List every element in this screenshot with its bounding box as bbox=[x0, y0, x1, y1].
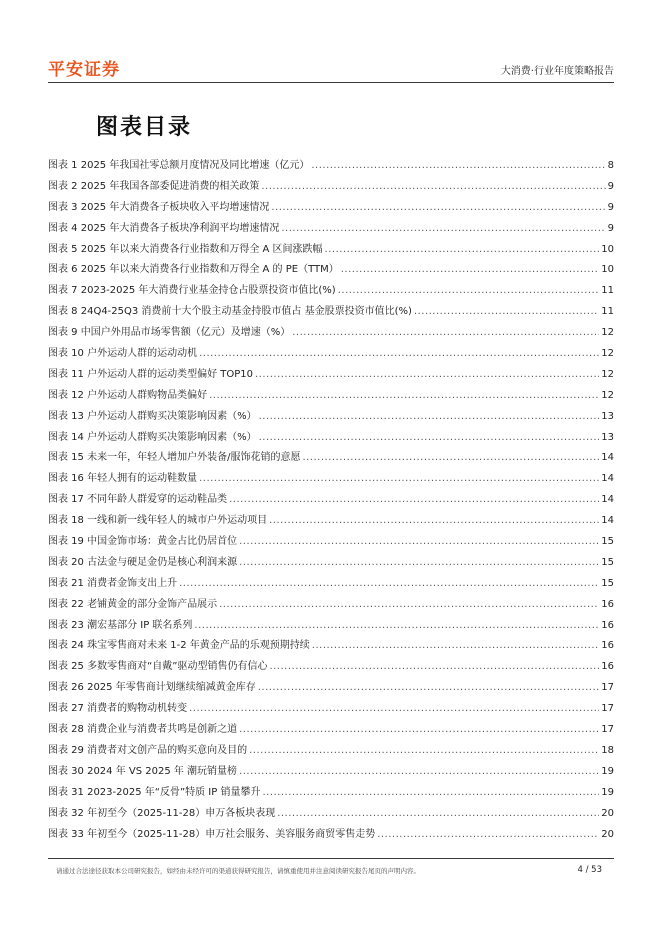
toc-leader-dots bbox=[302, 452, 599, 464]
toc-entry[interactable] bbox=[48, 745, 614, 766]
page-number: 4 / 53 bbox=[577, 865, 602, 875]
page-title: 图表目录 bbox=[96, 115, 193, 140]
toc-leader-dots bbox=[239, 724, 599, 736]
toc-entry-page: 15 bbox=[601, 577, 614, 589]
toc-entry-page: 16 bbox=[601, 640, 614, 652]
toc-entry-page: 12 bbox=[601, 389, 614, 401]
toc-leader-dots bbox=[258, 682, 600, 694]
toc-entry[interactable] bbox=[48, 682, 614, 703]
toc-entry-page: 10 bbox=[601, 243, 614, 255]
toc-entry-label: 图表 21 消费者金饰支出上升 bbox=[48, 577, 178, 589]
toc-leader-dots bbox=[414, 306, 599, 318]
toc-entry[interactable] bbox=[48, 432, 614, 453]
toc-entry[interactable] bbox=[48, 181, 614, 202]
toc-entry-page: 15 bbox=[601, 556, 614, 568]
toc-entry-label: 图表 1 2025 年我国社零总额月度情况及同比增速（亿元） bbox=[48, 160, 310, 171]
toc-entry-label: 图表 13 户外运动人群购买决策影响因素（%） bbox=[48, 410, 257, 422]
page-header bbox=[48, 52, 614, 82]
toc-entry-label: 图表 31 2023-2025 年“反骨”特质 IP 销量攀升 bbox=[48, 786, 261, 798]
toc-entry-page: 14 bbox=[601, 515, 614, 527]
toc-leader-dots bbox=[261, 181, 605, 193]
toc-entry-label: 图表 25 多数零售商对“自戴”驱动型销售仍有信心 bbox=[48, 661, 268, 673]
toc-entry[interactable] bbox=[48, 599, 614, 620]
toc-entry-label: 图表 32 年初至今（2025-11-28）申万各板块表现 bbox=[48, 807, 276, 819]
toc-entry-label: 图表 9 中国户外用品市场零售额（亿元）及增速（%） bbox=[48, 327, 291, 339]
toc-leader-dots bbox=[338, 285, 600, 297]
toc-entry[interactable] bbox=[48, 766, 614, 787]
toc-leader-dots bbox=[269, 661, 599, 673]
toc-leader-dots bbox=[239, 766, 599, 778]
toc-entry-label: 图表 20 古法金与硬足金仍是核心利润来源 bbox=[48, 556, 238, 568]
toc-entry-label: 图表 7 2023-2025 年大消费行业基金持仓占股票投资市值比(%) bbox=[48, 285, 336, 297]
toc-entry-label: 图表 22 老铺黄金的部分金饰产品展示 bbox=[48, 598, 218, 610]
toc-entry[interactable] bbox=[48, 390, 614, 411]
toc-entry-label: 图表 11 户外运动人群的运动类型偏好 TOP10 bbox=[48, 368, 253, 380]
toc-entry[interactable] bbox=[48, 452, 614, 473]
toc-entry[interactable] bbox=[48, 160, 614, 181]
toc-entry-label: 图表 26 2025 年零售商计划继续缩减黄金库存 bbox=[48, 682, 256, 694]
toc-entry-label: 图表 23 潮宏基部分 IP 联名系列 bbox=[48, 619, 193, 631]
toc-entry-label: 图表 10 户外运动人群的运动动机 bbox=[48, 348, 198, 360]
toc-entry[interactable] bbox=[48, 661, 614, 682]
toc-leader-dots bbox=[271, 202, 605, 214]
header-divider bbox=[48, 82, 614, 83]
toc-leader-dots bbox=[312, 640, 599, 652]
toc-leader-dots bbox=[189, 703, 599, 715]
toc-entry[interactable] bbox=[48, 787, 614, 808]
toc-entry-page: 16 bbox=[601, 619, 614, 631]
toc-entry[interactable] bbox=[48, 411, 614, 432]
toc-entry[interactable] bbox=[48, 306, 614, 327]
toc-leader-dots bbox=[377, 829, 599, 841]
toc-leader-dots bbox=[269, 515, 599, 527]
toc-entry-page: 17 bbox=[601, 682, 614, 694]
toc-entry-label: 图表 4 2025 年大消费各子板块净利润平均增速情况 bbox=[48, 222, 280, 234]
toc-leader-dots bbox=[194, 620, 599, 632]
toc-entry-page: 14 bbox=[601, 473, 614, 485]
toc-leader-dots bbox=[259, 411, 600, 423]
toc-entry[interactable] bbox=[48, 223, 614, 244]
toc-entry-page: 20 bbox=[601, 807, 614, 819]
toc-leader-dots bbox=[341, 264, 600, 276]
toc-entry-label: 图表 8 24Q4-25Q3 消费前十大个股主动基金持股市值占 基金股票投资市值比(%) bbox=[48, 306, 412, 318]
toc-entry-label: 图表 5 2025 年以来大消费各行业指数和万得全 A 区间涨跌幅 bbox=[48, 243, 323, 255]
toc-entry-page: 9 bbox=[607, 201, 614, 213]
toc-entry[interactable] bbox=[48, 808, 614, 829]
toc-leader-dots bbox=[199, 473, 599, 485]
footer-divider bbox=[48, 858, 614, 859]
figure-list bbox=[48, 160, 614, 849]
toc-entry-label: 图表 33 年初至今（2025-11-28）申万社会服务、美容服务商贸零售走势 bbox=[48, 828, 376, 840]
toc-leader-dots bbox=[311, 160, 605, 172]
toc-entry-page: 9 bbox=[607, 180, 614, 192]
toc-entry-page: 10 bbox=[601, 264, 614, 276]
toc-entry-page: 12 bbox=[601, 327, 614, 339]
toc-leader-dots bbox=[199, 348, 599, 360]
toc-entry-page: 11 bbox=[601, 306, 614, 318]
toc-leader-dots bbox=[292, 327, 599, 339]
toc-entry[interactable] bbox=[48, 473, 614, 494]
toc-entry-page: 13 bbox=[601, 431, 614, 443]
toc-leader-dots bbox=[325, 244, 600, 256]
toc-entry-page: 17 bbox=[601, 724, 614, 736]
toc-entry-page: 17 bbox=[601, 703, 614, 715]
toc-entry-label: 图表 19 中国金饰市场：黄金占比仍居首位 bbox=[48, 536, 238, 548]
company-logo: 平安证券 bbox=[48, 60, 120, 80]
toc-leader-dots bbox=[179, 578, 599, 590]
toc-entry-page: 20 bbox=[601, 828, 614, 840]
toc-entry-page: 19 bbox=[601, 786, 614, 798]
toc-leader-dots bbox=[259, 432, 600, 444]
toc-entry[interactable] bbox=[48, 244, 614, 265]
toc-entry-label: 图表 12 户外运动人群购物品类偏好 bbox=[48, 389, 208, 401]
toc-entry[interactable] bbox=[48, 640, 614, 661]
toc-leader-dots bbox=[239, 557, 599, 569]
toc-entry-label: 图表 24 珠宝零售商对未来 1-2 年黄金产品的乐观预期持续 bbox=[48, 640, 310, 652]
toc-entry-label: 图表 16 年轻人拥有的运动鞋数量 bbox=[48, 473, 198, 485]
footer-disclaimer: 请通过合法途径获取本公司研究报告，如经由未经许可的渠道获得研究报告，请慎重使用并注意阅读研究报告尾页的声明内容。 bbox=[56, 867, 420, 875]
toc-entry-page: 12 bbox=[601, 368, 614, 380]
toc-entry[interactable] bbox=[48, 536, 614, 557]
toc-leader-dots bbox=[255, 369, 599, 381]
toc-leader-dots bbox=[239, 536, 599, 548]
toc-entry-label: 图表 17 不同年龄人群爱穿的运动鞋品类 bbox=[48, 494, 228, 506]
toc-entry-label: 图表 30 2024 年 VS 2025 年 潮玩销量榜 bbox=[48, 765, 238, 777]
toc-entry[interactable] bbox=[48, 557, 614, 578]
toc-entry-page: 12 bbox=[601, 348, 614, 360]
toc-entry-label: 图表 18 一线和新一线年轻人的城市户外运动项目 bbox=[48, 515, 268, 527]
toc-leader-dots bbox=[219, 599, 599, 611]
toc-entry-label: 图表 6 2025 年以来大消费各行业指数和万得全 A 的 PE（TTM） bbox=[48, 264, 339, 276]
toc-entry-label: 图表 2 2025 年我国各部委促进消费的相关政策 bbox=[48, 180, 260, 192]
toc-entry-page: 14 bbox=[601, 452, 614, 464]
toc-entry[interactable] bbox=[48, 829, 614, 850]
toc-entry-page: 16 bbox=[601, 598, 614, 610]
toc-entry-page: 15 bbox=[601, 536, 614, 548]
toc-entry-label: 图表 15 未来一年，年轻人增加户外装备/服饰花销的意愿 bbox=[48, 452, 301, 464]
toc-leader-dots bbox=[249, 745, 599, 757]
toc-entry-page: 14 bbox=[601, 494, 614, 506]
toc-entry-page: 19 bbox=[601, 765, 614, 777]
toc-leader-dots bbox=[281, 223, 605, 235]
toc-entry[interactable] bbox=[48, 348, 614, 369]
toc-entry-page: 8 bbox=[607, 160, 614, 171]
toc-entry[interactable] bbox=[48, 515, 614, 536]
toc-entry-label: 图表 3 2025 年大消费各子板块收入平均增速情况 bbox=[48, 201, 270, 213]
toc-entry-page: 9 bbox=[607, 222, 614, 234]
toc-entry-page: 16 bbox=[601, 661, 614, 673]
toc-entry-page: 18 bbox=[601, 744, 614, 756]
toc-leader-dots bbox=[229, 494, 599, 506]
toc-entry[interactable] bbox=[48, 703, 614, 724]
toc-entry-label: 图表 27 消费者的购物动机转变 bbox=[48, 703, 188, 715]
toc-leader-dots bbox=[277, 808, 599, 820]
toc-leader-dots bbox=[209, 390, 599, 402]
toc-entry[interactable] bbox=[48, 494, 614, 515]
toc-entry-page: 11 bbox=[601, 285, 614, 297]
toc-entry[interactable] bbox=[48, 264, 614, 285]
toc-entry[interactable] bbox=[48, 578, 614, 599]
toc-entry[interactable] bbox=[48, 327, 614, 348]
toc-entry-label: 图表 28 消费企业与消费者共鸣是创新之道 bbox=[48, 724, 238, 736]
report-title: 大消费·行业年度策略报告 bbox=[500, 66, 614, 77]
toc-entry[interactable] bbox=[48, 202, 614, 223]
toc-entry[interactable] bbox=[48, 724, 614, 745]
toc-entry[interactable] bbox=[48, 620, 614, 641]
toc-entry-label: 图表 14 户外运动人群购买决策影响因素（%） bbox=[48, 431, 257, 443]
toc-entry-label: 图表 29 消费者对文创产品的购买意向及目的 bbox=[48, 744, 248, 756]
toc-leader-dots bbox=[262, 787, 599, 799]
toc-entry[interactable] bbox=[48, 369, 614, 390]
toc-entry[interactable] bbox=[48, 285, 614, 306]
toc-entry-page: 13 bbox=[601, 410, 614, 422]
